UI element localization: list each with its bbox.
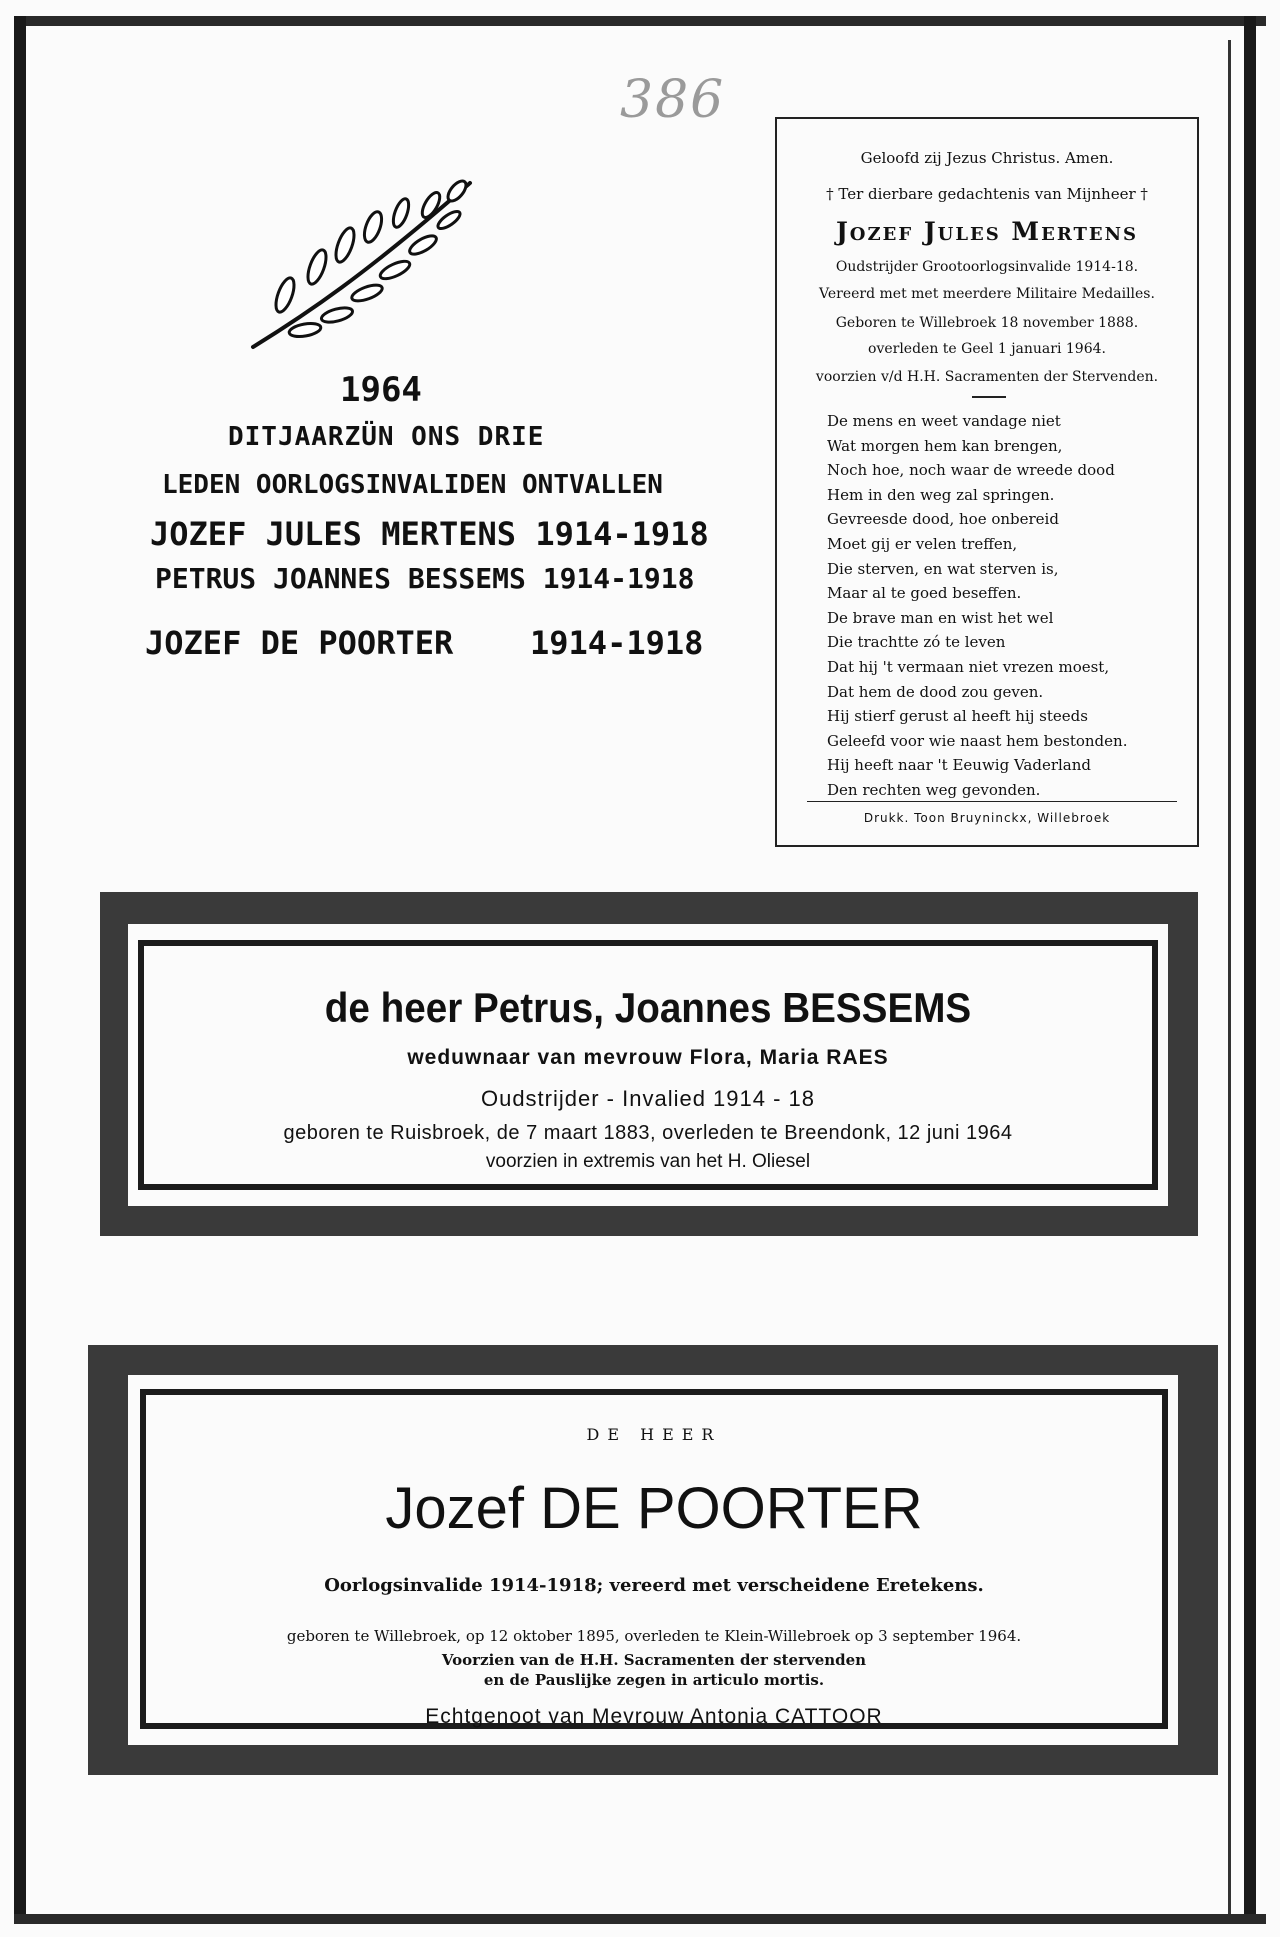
poem-line: Maar al te goed beseffen. — [827, 584, 1022, 603]
poem-line: Hij heeft naar 't Eeuwig Vaderland — [827, 756, 1092, 775]
poem-line: Hem in den weg zal springen. — [827, 485, 1055, 504]
card-info-line: Vereerd met met meerdere Militaire Medailles. — [819, 286, 1155, 302]
notice-line: Voorzien van de H.H. Sacramenten der stervenden — [441, 1651, 867, 1669]
poem-line: Den rechten weg gevonden. — [827, 780, 1041, 799]
card-name: Jozef Jules Mertens — [835, 217, 1139, 246]
handwritten-line: LEDEN OORLOGSINVALIDEN ONTVALLEN — [162, 470, 663, 500]
handwritten-year: 1964 — [340, 370, 422, 410]
poem-line: Gevreesde dood, hoe onbereid — [827, 510, 1059, 529]
notice-line: Oudstrijder - Invalied 1914 - 18 — [480, 1086, 816, 1111]
notice-line: en de Pauslijke zegen in articulo mortis. — [483, 1671, 825, 1689]
notice-inner-border — [138, 940, 1158, 1190]
notice-line: voorzien in extremis van het H. Oliesel — [485, 1151, 811, 1172]
card-info-line: overleden te Geel 1 januari 1964. — [868, 341, 1106, 357]
notice-title: de heer Petrus, Joannes BESSEMS — [324, 984, 972, 1031]
card-greeting: Geloofd zij Jezus Christus. Amen. — [860, 149, 1114, 167]
handwritten-years: 1914-1918 — [530, 624, 704, 662]
notice-line: geboren te Willebroek, op 12 oktober 1895, overleden te Klein-Willebroek op 3 september 1964. — [286, 1627, 1022, 1645]
page-frame-right-inner — [1228, 40, 1231, 1920]
card-bottom-rule — [807, 801, 1177, 802]
bessems-death-notice — [100, 892, 1198, 1236]
poem-line: Moet gij er velen treffen, — [827, 534, 1018, 553]
poem-line: Die sterven, en wat sterven is, — [827, 559, 1059, 578]
poem-line: Wat morgen hem kan brengen, — [827, 436, 1063, 455]
mertens-memorial-card — [775, 117, 1199, 847]
notice-subtitle: weduwnaar van mevrouw Flora, Maria RAES — [407, 1046, 889, 1069]
poem-line: De mens en weet vandage niet — [827, 412, 1061, 430]
card-separator — [972, 396, 1006, 398]
poem-line: Dat hij 't vermaan niet vrezen moest, — [827, 657, 1110, 676]
page-number: 386 — [620, 70, 726, 130]
page-frame-left — [14, 16, 26, 1921]
card-info-line: Geboren te Willebroek 18 november 1888. — [835, 315, 1139, 331]
card-dedication: † Ter dierbare gedachtenis van Mijnheer † — [826, 185, 1148, 203]
notice-line: Echtgenoot van Mevrouw Antonia CATTOOR — [425, 1705, 883, 1728]
laurel-branch-icon — [245, 175, 485, 355]
page-frame-top — [14, 16, 1266, 26]
poem-line: Geleefd voor wie naast hem bestonden. — [827, 731, 1128, 750]
de-poorter-death-notice — [88, 1345, 1218, 1775]
poem-line: Noch hoe, noch waar de wreede dood — [827, 461, 1115, 480]
notice-heading: DE HEER — [586, 1425, 722, 1444]
poem-line: Dat hem de dood zou geven. — [827, 682, 1044, 701]
notice-title: Jozef DE POORTER — [385, 1476, 923, 1541]
card-printer: Drukk. Toon Bruyninckx, Willebroek — [863, 811, 1111, 825]
notice-inner-border — [140, 1389, 1168, 1729]
card-info-line: voorzien v/d H.H. Sacramenten der Stervenden. — [815, 369, 1159, 385]
card-info-line: Oudstrijder Grootoorlogsinvalide 1914-18. — [835, 259, 1139, 275]
notice-subtitle: Oorlogsinvalide 1914-1918; vereerd met verscheidene Eretekens. — [324, 1575, 984, 1596]
handwritten-line — [145, 624, 704, 662]
poem-line: Hij stierf gerust al heeft hij steeds — [827, 707, 1088, 726]
poem-line: Die trachtte zó te leven — [827, 633, 1006, 652]
handwritten-line: PETRUS JOANNES BESSEMS 1914-1918 — [155, 562, 695, 595]
notice-line: geboren te Ruisbroek, de 7 maart 1883, overleden te Breendonk, 12 juni 1964 — [283, 1122, 1013, 1144]
card-poem — [827, 409, 1187, 803]
poem-line: De brave man en wist het wel — [827, 608, 1054, 627]
page-frame-bottom — [14, 1914, 1266, 1924]
page-frame-right — [1244, 16, 1256, 1921]
handwritten-line: JOZEF JULES MERTENS 1914-1918 — [150, 515, 709, 553]
handwritten-line: DITJAARZÜN ONS DRIE — [228, 422, 545, 452]
handwritten-name: JOZEF DE POORTER — [145, 624, 454, 662]
